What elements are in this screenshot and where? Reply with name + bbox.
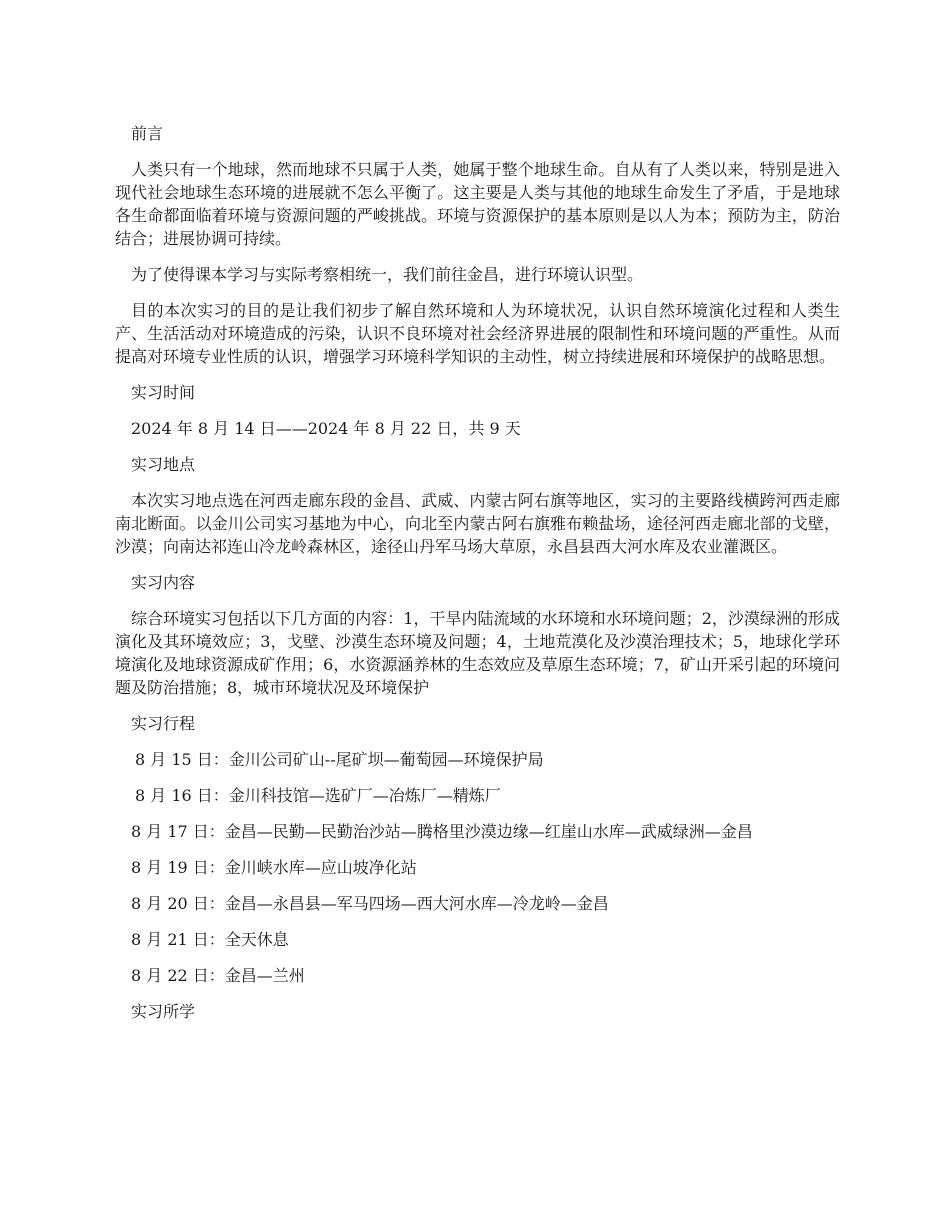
document-page <box>115 122 840 1036</box>
itinerary-item: 8 月 16 日：金川科技馆—选矿厂—冶炼厂—精炼厂 <box>135 786 501 805</box>
purpose-paragraph: 目的本次实习的目的是让我们初步了解自然环境和人为环境状况，认识自然环境演化过程和人类生产、生活活动对环境造成的污染，认识不良环境对社会经济界进展的限制性和环境问题的严重性。从而提高对环境专业性质的认识，增强学习环境科学知识的主动性，树立持续进展和环境保护的战略思想。 <box>115 301 840 366</box>
itinerary-item: 8 月 15 日：金川公司矿山--尾矿坝—葡萄园—环境保护局 <box>135 750 544 769</box>
preface-paragraph-1: 人类只有一个地球，然而地球不只属于人类，她属于整个地球生命。自从有了人类以来，特别是进入现代社会地球生态环境的进展就不怎么平衡了。这主要是人类与其他的地球生命发生了矛盾，于是地球各生命都面临着环境与资源问题的严峻挑战。环境与资源保护的基本原则是以人为本；预防为主，防治结合；进展协调可持续。 <box>115 160 840 248</box>
preface-heading: 前言 <box>131 124 164 143</box>
itinerary-item: 8 月 17 日：金昌—民勤—民勤治沙站—腾格里沙漠边缘—红崖山水库—武威绿洲—金昌 <box>131 822 753 841</box>
time-heading: 实习时间 <box>131 383 196 402</box>
time-text: 2024 年 8 月 14 日——2024 年 8 月 22 日，共 9 天 <box>131 419 521 438</box>
preface-paragraph-2: 为了使得课本学习与实际考察相统一，我们前往金昌，进行环境认识型。 <box>131 265 644 284</box>
learned-heading: 实习所学 <box>131 1002 196 1021</box>
place-heading: 实习地点 <box>131 455 196 474</box>
itinerary-item: 8 月 20 日：金昌—永昌县—军马四场—西大河水库—冷龙岭—金昌 <box>131 894 609 913</box>
itinerary-item: 8 月 22 日：金昌—兰州 <box>131 966 305 985</box>
content-text: 综合环境实习包括以下几方面的内容：1，干旱内陆流域的水环境和水环境问题；2，沙漠绿洲的形成演化及其环境效应；3，戈壁、沙漠生态环境及问题；4，土地荒漠化及沙漠治理技术；5，地球化学环境演化及地球资源成矿作用；6，水资源涵养林的生态效应及草原生态环境；7，矿山开采引起的环境问题及防治措施；8，城市环境状况及环境保护 <box>115 609 840 697</box>
itinerary-item: 8 月 21 日：全天休息 <box>131 930 289 949</box>
place-text: 本次实习地点选在河西走廊东段的金昌、武威、内蒙古阿右旗等地区，实习的主要路线横跨河西走廊南北断面。以金川公司实习基地为中心，向北至内蒙古阿右旗雅布赖盐场，途径河西走廊北部的戈壁，沙漠；向南达祁连山冷龙岭森林区，途径山丹军马场大草原，永昌县西大河水库及农业灌溉区。 <box>115 491 840 556</box>
content-heading: 实习内容 <box>131 573 196 592</box>
itinerary-heading: 实习行程 <box>131 714 196 733</box>
itinerary-item: 8 月 19 日：金川峡水库—应山坡净化站 <box>131 858 417 877</box>
